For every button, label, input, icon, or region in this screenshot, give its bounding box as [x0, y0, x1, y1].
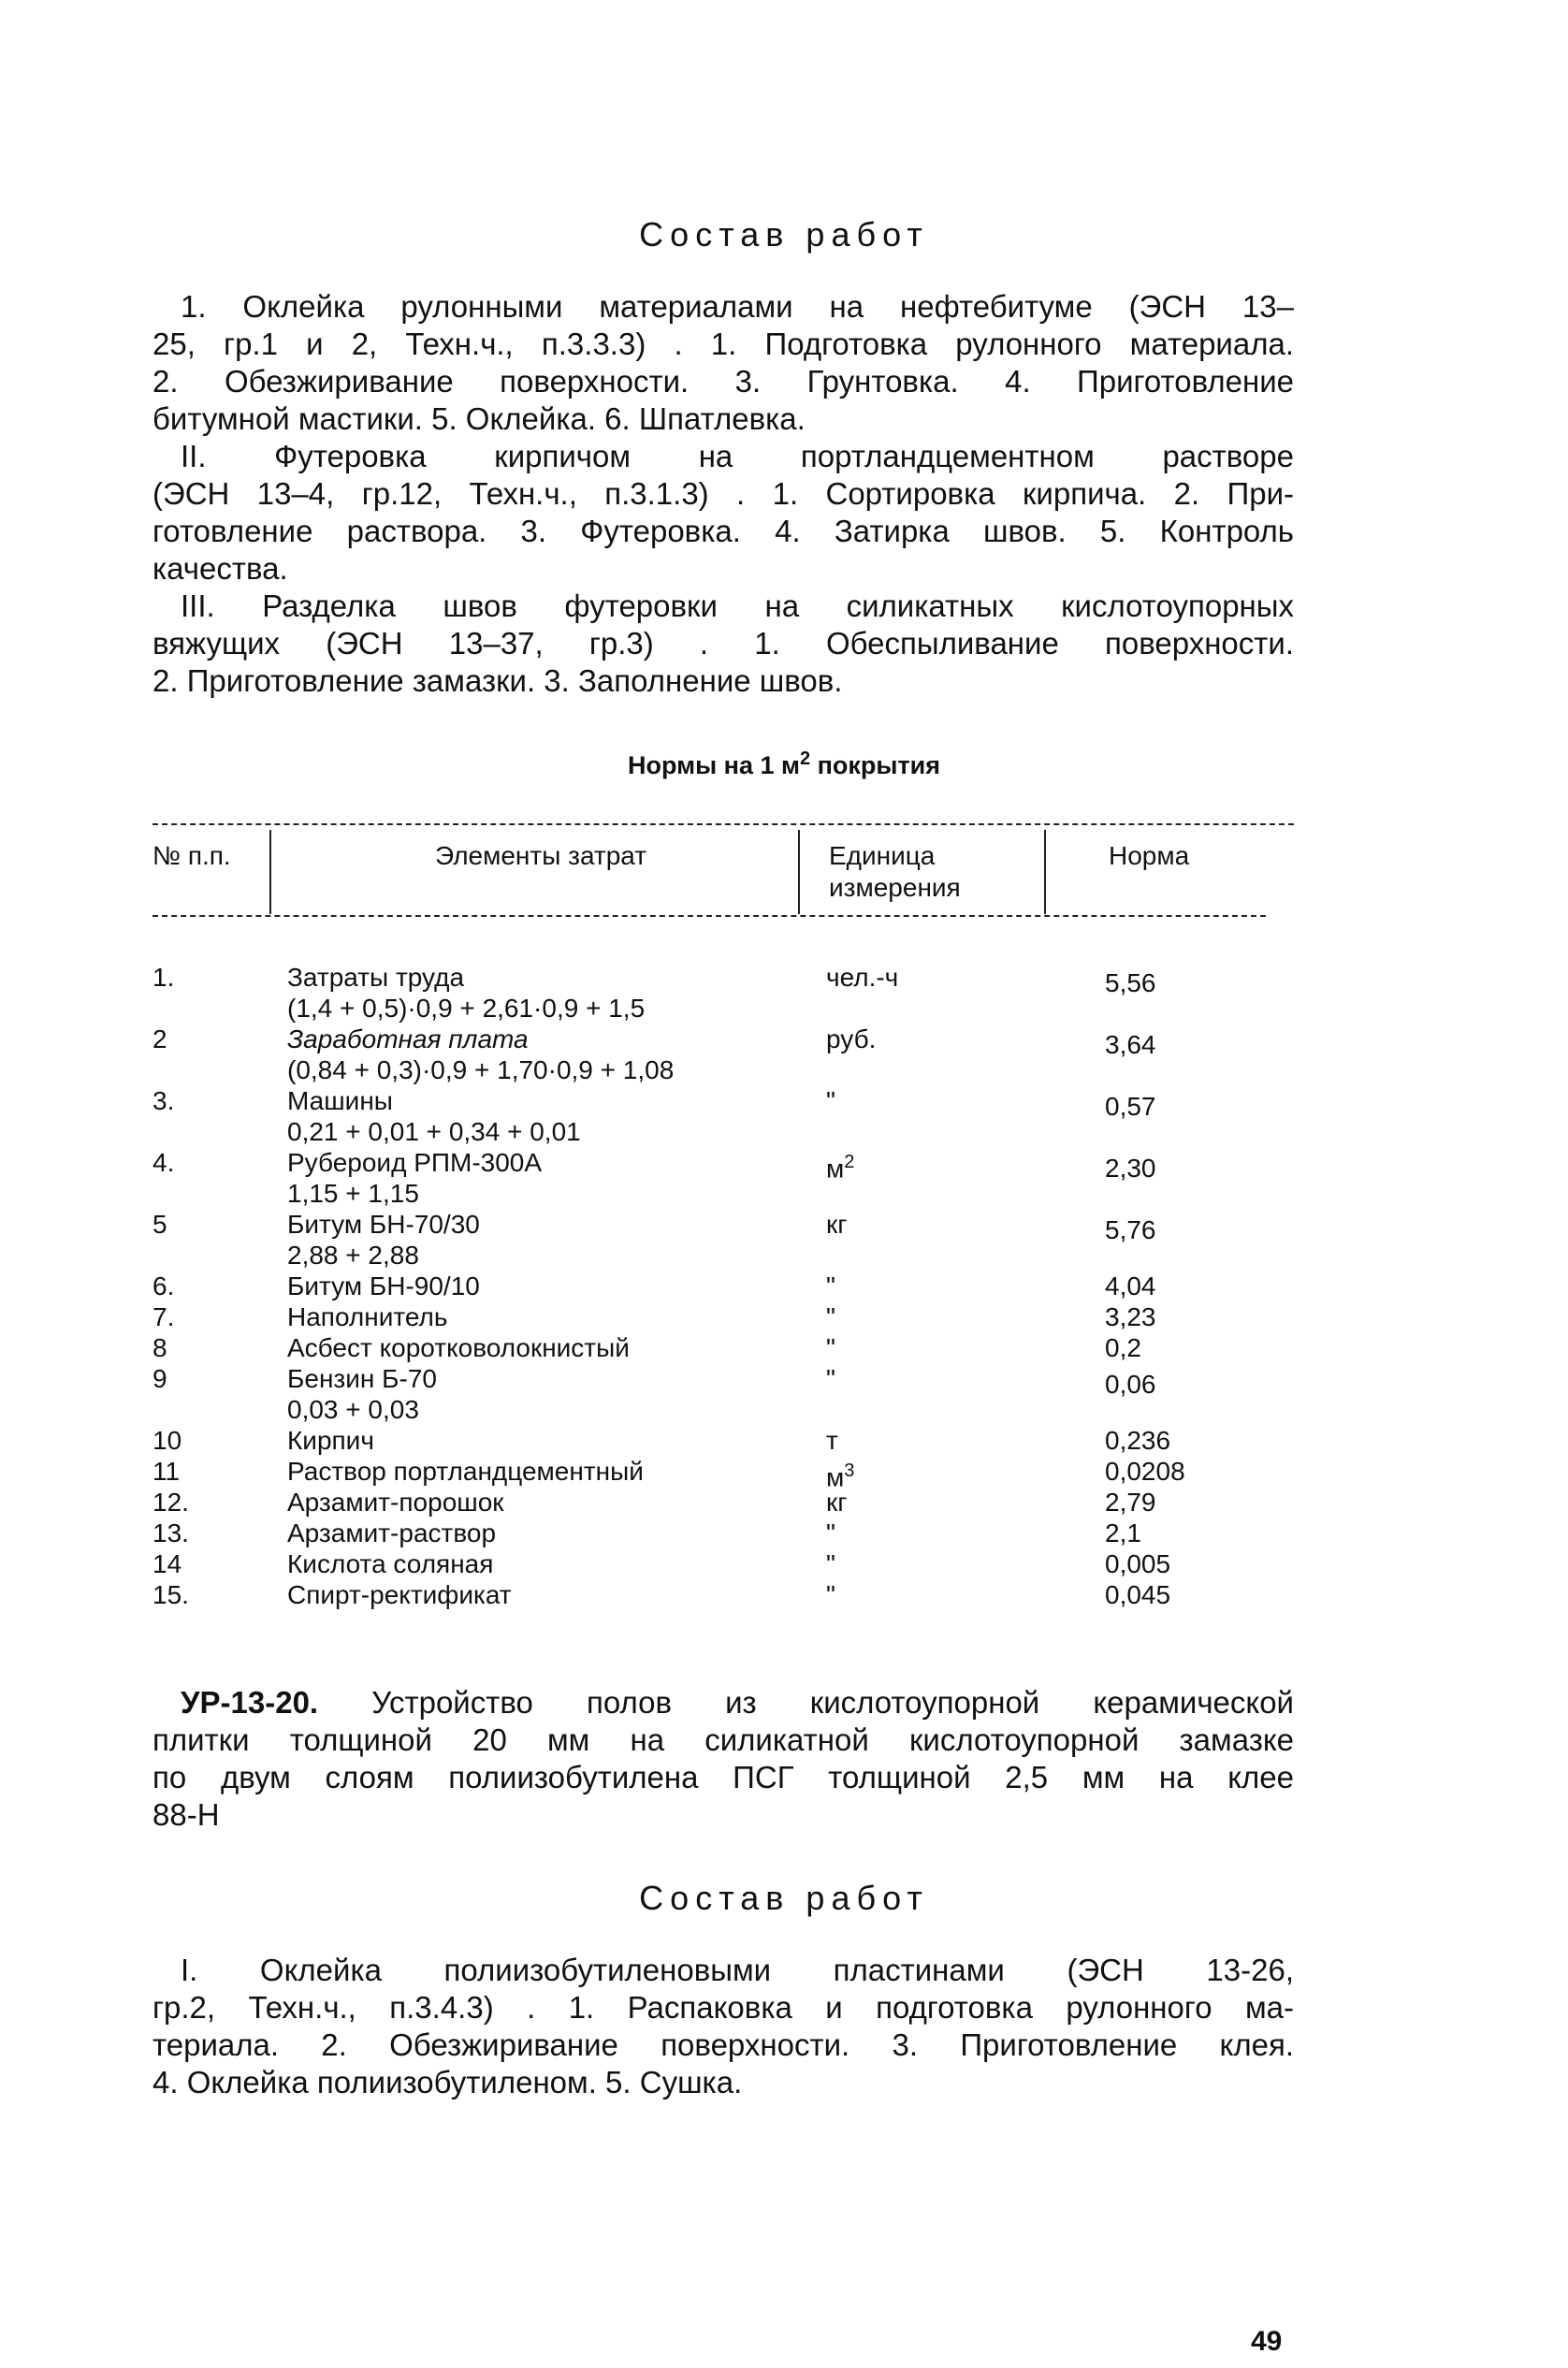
row-norm: 0,045 [1105, 1580, 1171, 1609]
row-element-name: Раствор портландцементный [287, 1457, 644, 1486]
row-formula: (1,4 + 0,5)·0,9 + 2,61·0,9 + 1,5 [287, 994, 646, 1023]
section-heading-2: Состав работ [639, 1879, 929, 1917]
text-line: 25, гр.1 и 2, Техн.ч., п.3.3.3) . 1. Подготовка рулонного материала. [152, 327, 1294, 361]
header-unit-line2: измерения [829, 873, 961, 902]
row-num: 13. [152, 1518, 189, 1547]
text-line: II. Футеровка кирпичом на портландцементном растворе [181, 439, 1294, 473]
row-norm: 4,04 [1105, 1271, 1156, 1300]
row-element-name: Арзамит-порошок [287, 1488, 504, 1517]
header-bottom-rule [152, 915, 1266, 917]
text-line: III. Разделка швов футеровки на силикатных кислотоупорных [181, 588, 1294, 623]
row-element-name: Спирт-ректификат [287, 1580, 512, 1609]
row-num: 5 [152, 1210, 167, 1239]
text-line: битумной мастики. 5. Оклейка. 6. Шпатлевка. [152, 401, 806, 436]
row-norm: 0,0208 [1105, 1457, 1185, 1486]
ur-title-start: Устройство полов из кислотоупорной керамической [318, 1685, 1294, 1720]
row-unit: " [826, 1518, 835, 1547]
row-unit: т [826, 1426, 838, 1455]
row-num: 9 [152, 1364, 167, 1393]
text-line: плитки толщиной 20 мм на силикатной кислотоупорной замазке [152, 1722, 1294, 1757]
row-num: 1. [152, 963, 175, 992]
text-line: териала. 2. Обезжиривание поверхности. 3. Приготовление клея. [152, 2027, 1294, 2062]
row-num: 2 [152, 1024, 167, 1053]
row-element-name: Кирпич [287, 1426, 374, 1455]
row-num: 6. [152, 1271, 175, 1300]
row-element-name: Асбест коротковолокнистый [287, 1333, 630, 1362]
row-norm: 2,30 [1105, 1154, 1156, 1183]
row-norm: 0,236 [1105, 1426, 1171, 1455]
row-unit: " [826, 1086, 835, 1115]
row-num: 8 [152, 1333, 167, 1362]
row-unit: " [826, 1271, 835, 1300]
row-element-name: Битум БН-90/10 [287, 1271, 480, 1300]
text-line: 1. Оклейка рулонными материалами на нефтебитуме (ЭСН 13– [181, 289, 1294, 324]
row-unit: руб. [826, 1024, 877, 1053]
unit-exponent: 2 [844, 1152, 855, 1172]
table-caption [0, 748, 1568, 780]
row-formula: (0,84 + 0,3)·0,9 + 1,70·0,9 + 1,08 [287, 1055, 675, 1084]
row-formula: 0,21 + 0,01 + 0,34 + 0,01 [287, 1117, 581, 1146]
header-norm: Норма [1109, 841, 1190, 870]
section-heading-1: Состав работ [639, 215, 929, 254]
text-line: 2. Приготовление замазки. 3. Заполнение швов. [152, 663, 843, 698]
row-num: 4. [152, 1148, 175, 1177]
row-num: 12. [152, 1488, 189, 1517]
text-line [152, 1684, 1294, 1722]
row-num: 3. [152, 1086, 175, 1115]
text-line: (ЭСН 13–4, гр.12, Техн.ч., п.3.1.3) . 1. Сортировка кирпича. 2. При- [152, 476, 1294, 511]
work-item-ur-1 [152, 1952, 1294, 2101]
text-line: гр.2, Техн.ч., п.3.4.3) . 1. Распаковка и подготовка рулонного ма- [152, 1990, 1294, 2025]
row-element-name: Арзамит-раствор [287, 1518, 497, 1547]
caption-superscript: 2 [799, 748, 811, 769]
row-unit: " [826, 1580, 835, 1609]
row-norm: 2,79 [1105, 1488, 1156, 1517]
unit-exponent: 3 [844, 1460, 855, 1481]
row-norm: 0,57 [1105, 1092, 1156, 1121]
work-item-2 [152, 438, 1294, 588]
page-number: 49 [1251, 2326, 1283, 2357]
row-element-name: Кислота соляная [287, 1549, 494, 1578]
row-norm: 3,64 [1105, 1030, 1156, 1059]
row-formula: 0,03 + 0,03 [287, 1395, 419, 1424]
column-divider [1044, 830, 1046, 914]
row-num: 7. [152, 1302, 175, 1331]
column-divider [269, 830, 271, 914]
text-line: по двум слоям полиизобутилена ПСГ толщиной 2,5 мм на клее [152, 1760, 1294, 1794]
header-elements: Элементы затрат [435, 841, 647, 870]
caption-text: Нормы на 1 м [627, 751, 800, 779]
text-line: 4. Оклейка полиизобутиленом. 5. Сушка. [152, 2065, 743, 2099]
row-formula: 2,88 + 2,88 [287, 1241, 419, 1270]
row-element-name: Битум БН-70/30 [287, 1210, 480, 1239]
row-unit: " [826, 1364, 835, 1393]
row-norm: 0,005 [1105, 1549, 1171, 1578]
row-norm: 5,56 [1105, 968, 1156, 997]
row-num: 15. [152, 1580, 189, 1609]
row-element-name: Рубероид РПМ-300А [287, 1148, 543, 1177]
row-unit: " [826, 1549, 835, 1578]
row-element-name: Заработная плата [287, 1024, 529, 1053]
row-num: 10 [152, 1426, 182, 1455]
text-line: вяжущих (ЭСН 13–37, гр.3) . 1. Обеспыливание поверхности. [152, 626, 1294, 661]
row-unit: чел.-ч [826, 963, 899, 992]
row-norm: 0,06 [1105, 1370, 1156, 1399]
row-norm: 0,2 [1105, 1333, 1141, 1362]
text-line: готовление раствора. 3. Футеровка. 4. Затирка швов. 5. Контроль [152, 514, 1294, 548]
row-num: 14 [152, 1549, 182, 1578]
row-unit: $м^2$ [826, 1152, 855, 1184]
work-item-3 [152, 588, 1294, 700]
row-element-name: Наполнитель [287, 1302, 448, 1331]
row-norm: 3,23 [1105, 1302, 1156, 1331]
caption-tail: покрытия [810, 751, 941, 779]
row-unit: " [826, 1302, 835, 1331]
row-element-name: Затраты труда [287, 963, 465, 992]
text-line: 88-Н [152, 1797, 220, 1832]
header-num: № п.п. [152, 841, 231, 870]
column-divider [798, 830, 800, 914]
ur-13-20-description [152, 1684, 1294, 1834]
row-num: 11 [152, 1457, 181, 1486]
text-line: качества. [152, 551, 288, 586]
ur-code: УР-13-20. [181, 1685, 319, 1720]
row-element-name: Бензин Б-70 [287, 1364, 437, 1393]
header-unit-line1: Единица [829, 841, 936, 870]
row-unit: кг [826, 1210, 848, 1239]
row-norm: 2,1 [1105, 1518, 1141, 1547]
table-header [152, 823, 1294, 917]
row-norm: 5,76 [1105, 1215, 1156, 1244]
text-line: 2. Обезжиривание поверхности. 3. Грунтовка. 4. Приготовление [152, 364, 1294, 399]
work-item-1 [152, 288, 1294, 438]
row-formula: 1,15 + 1,15 [287, 1179, 419, 1208]
text-line: I. Оклейка полиизобутиленовыми пластинами (ЭСН 13-26, [181, 1953, 1294, 1987]
row-unit: кг [826, 1488, 848, 1517]
header-top-rule [152, 823, 1294, 825]
row-element-name: Машины [287, 1086, 393, 1115]
row-unit: " [826, 1333, 835, 1362]
row-unit: $м^3$ [826, 1460, 855, 1492]
